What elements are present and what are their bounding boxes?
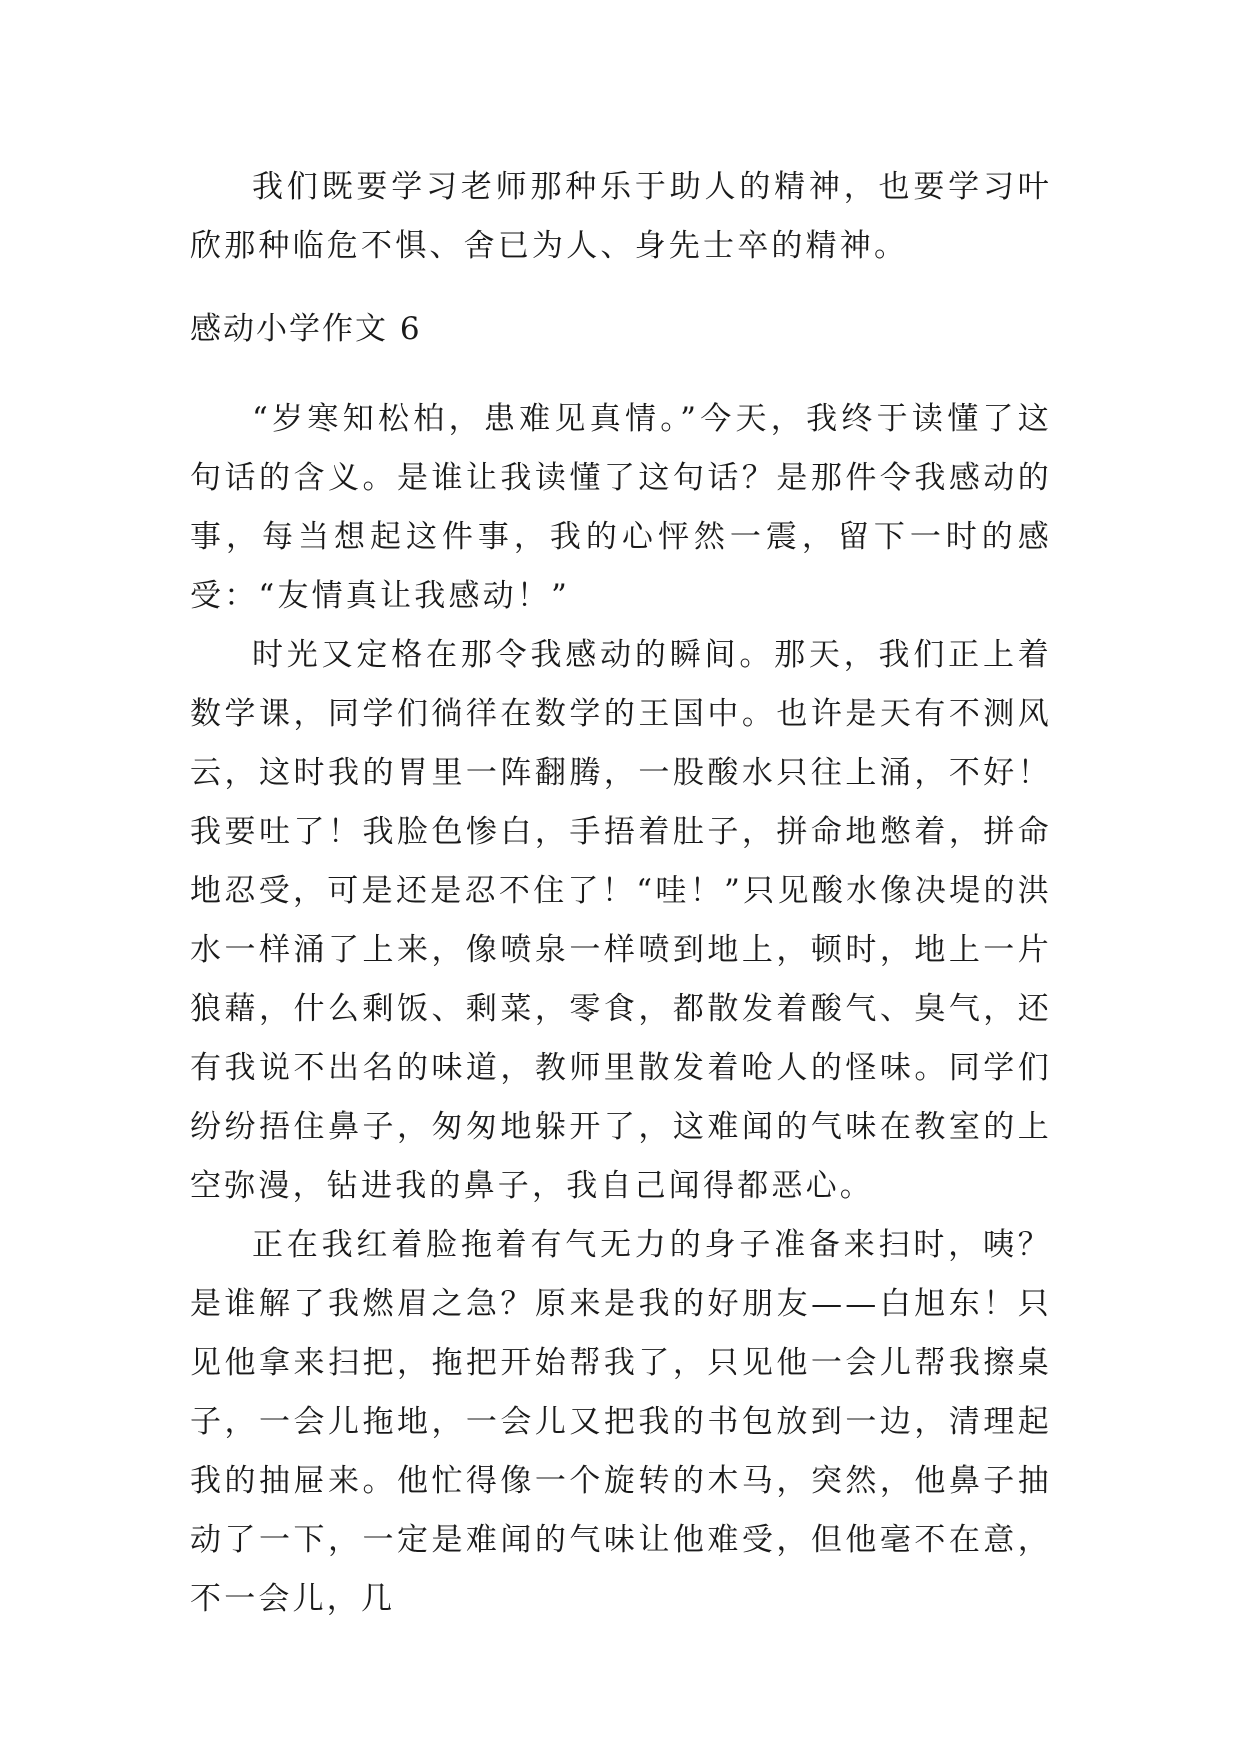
section-title: 感动小学作文 6	[190, 311, 422, 347]
essay-paragraph-2: 时光又定格在那令我感动的瞬间。那天，我们正上着数学课，同学们徜徉在数学的王国中。也许是天有不测风云，这时我的胃里一阵翻腾，一股酸水只往上涌，不好！我要吐了！我脸色惨白，手捂着肚子，拼命地憋着，拼命地忍受，可是还是忍不住了！“哇！”只见酸水像决堤的洪水一样涌了上来，像喷泉一样喷到地上，顿时，地上一片狼藉，什么剩饭、剩菜，零食，都散发着酸气、臭气，还有我说不出名的味道，教师里散发着呛人的怪味。同学们纷纷捂住鼻子，匆匆地躲开了，这难闻的气味在教室的上空弥漫，钻进我的鼻子，我自己闻得都恶心。	[190, 637, 1052, 1204]
essay-paragraph-3: 正在我红着脸拖着有气无力的身子准备来扫时，咦？是谁解了我燃眉之急？原来是我的好朋友——白旭东！只见他拿来扫把，拖把开始帮我了，只见他一会儿帮我擦桌子，一会儿拖地，一会儿又把我的书包放到一边，清理起我的抽屉来。他忙得像一个旋转的木马，突然，他鼻子抽动了一下，一定是难闻的气味让他难受，但他毫不在意，不一会儿，几	[190, 1227, 1052, 1617]
intro-paragraph: 我们既要学习老师那种乐于助人的精神，也要学习叶欣那种临危不惧、舍已为人、身先士卒的精神。	[190, 169, 1052, 264]
essay-body	[190, 390, 1052, 1629]
essay-paragraph-1: “岁寒知松柏，患难见真情。”今天，我终于读懂了这句话的含义。是谁让我读懂了这句话？是那件令我感动的事，每当想起这件事，我的心怦然一震，留下一时的感受：“友情真让我感动！”	[190, 401, 1052, 614]
intro-text-block	[190, 158, 1052, 276]
